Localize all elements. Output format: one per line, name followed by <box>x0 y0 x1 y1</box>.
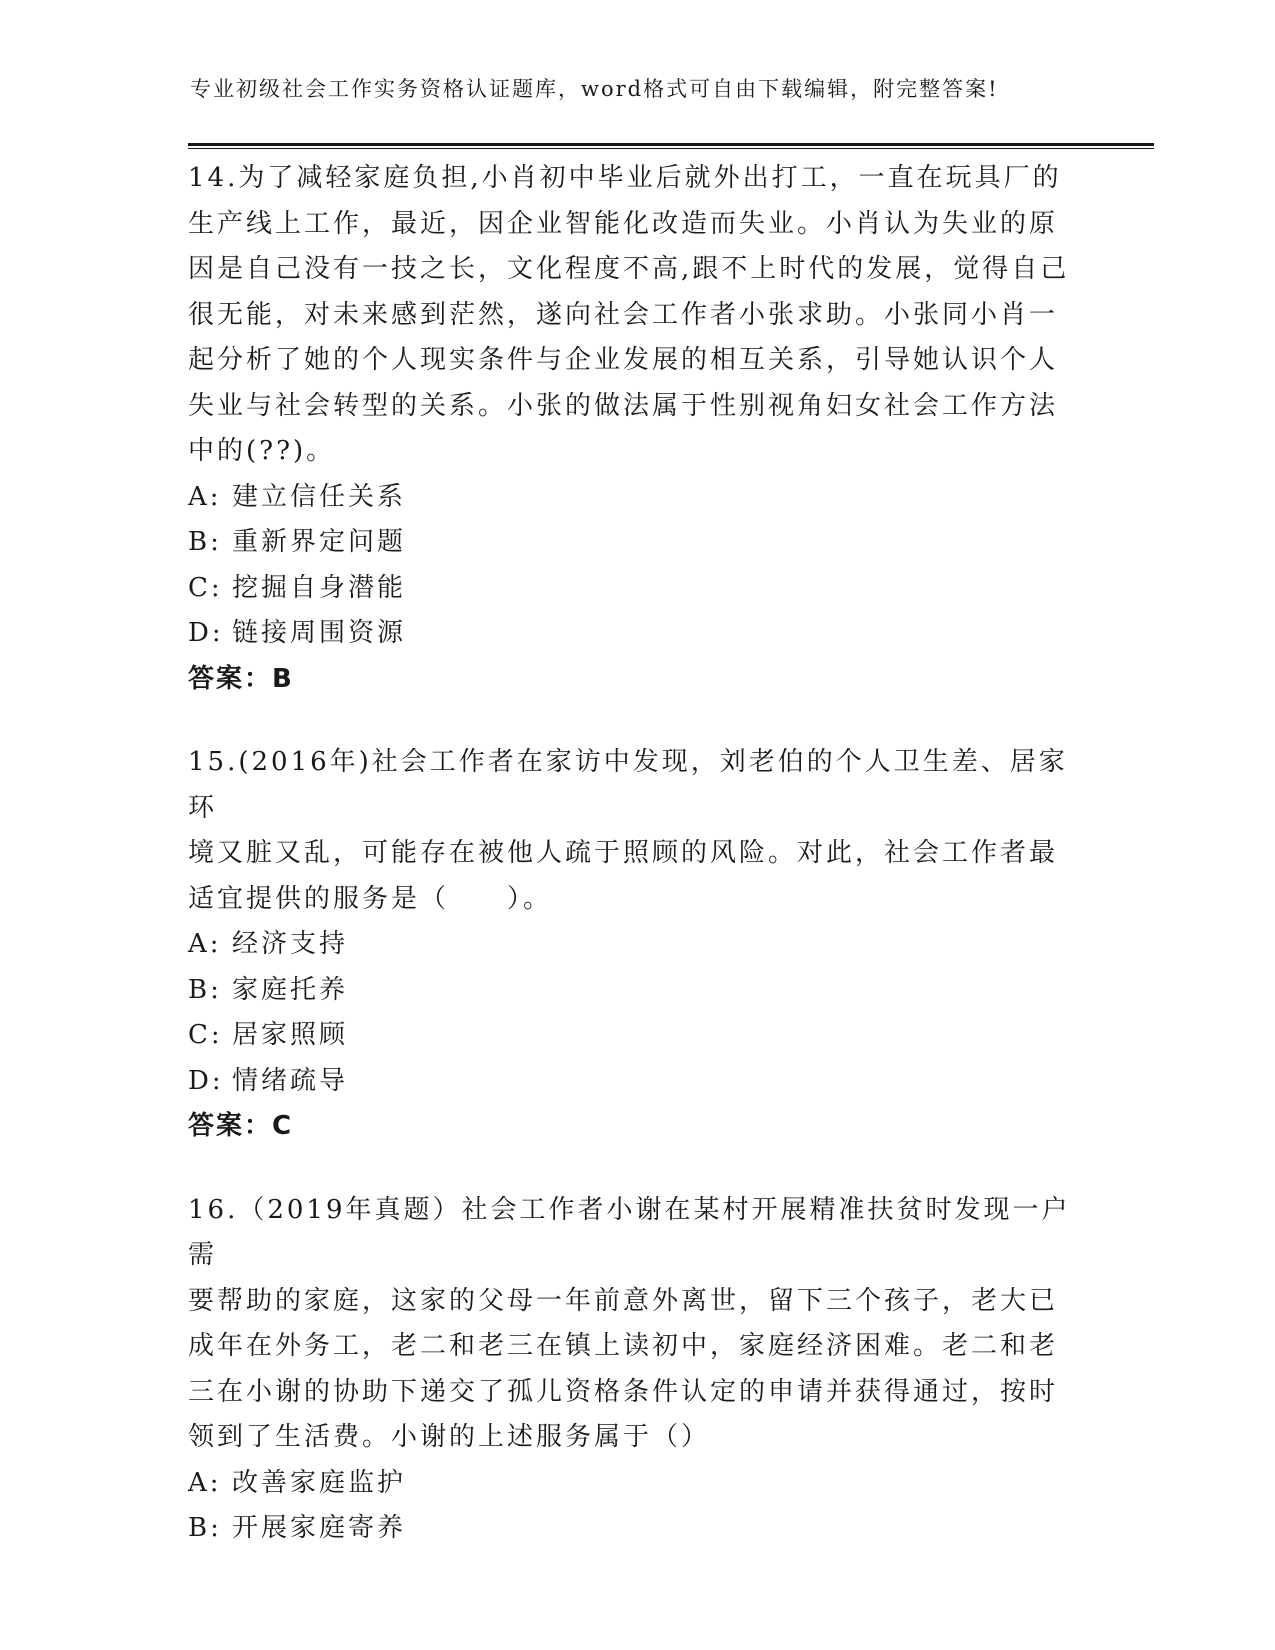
question-stem-line: 三在小谢的协助下递交了孤儿资格条件认定的申请并获得通过，按时 <box>188 1376 1059 1407</box>
option-letter: D: <box>188 618 224 648</box>
option-letter: D: <box>188 1065 224 1096</box>
option-letter: B: <box>188 974 222 1005</box>
page-header: 专业初级社会工作实务资格认证题库，word格式可自由下载编辑，附完整答案! <box>190 77 999 101</box>
question-15 <box>188 740 1088 1150</box>
question-stem-line: 16.（2019年真题）社会工作者小谢在某村开展精准扶贫时发现一户需 <box>188 1194 1071 1270</box>
question-16 <box>188 1188 1088 1552</box>
question-stem-line: 生产线上工作，最近，因企业智能化改造而失业。小肖认为失业的原 <box>188 208 1059 239</box>
option-text: 重新界定问题 <box>232 527 407 557</box>
option-text: 挖掘自身潜能 <box>232 572 407 603</box>
question-stem-line: 14.为了减轻家庭负担,小肖初中毕业后就外出打工，一直在玩具厂的 <box>188 163 1062 193</box>
question-list <box>188 156 1088 1552</box>
option-a <box>188 922 1088 968</box>
option-b <box>188 520 1088 566</box>
option-letter: B: <box>188 1513 222 1543</box>
option-d <box>188 1059 1088 1105</box>
question-stem-line: 成年在外务工，老二和老三在镇上读初中，家庭经济困难。老二和老 <box>188 1331 1059 1361</box>
option-letter: C: <box>188 1020 223 1050</box>
question-stem-line: 境又脏又乱，可能存在被他人疏于照顾的风险。对此，社会工作者最 <box>188 838 1059 868</box>
option-letter: B: <box>188 527 222 557</box>
option-text: 经济支持 <box>232 929 349 959</box>
option-c <box>188 566 1088 612</box>
question-14 <box>188 156 1088 702</box>
option-letter: A: <box>188 1467 222 1498</box>
question-stem-line: 适宜提供的服务是（ ）。 <box>188 883 553 914</box>
option-a <box>188 1461 1088 1507</box>
option-text: 改善家庭监护 <box>232 1467 407 1498</box>
option-b <box>188 1506 1088 1552</box>
option-a <box>188 475 1088 521</box>
header-divider <box>188 143 1154 149</box>
option-text: 情绪疏导 <box>232 1065 349 1096</box>
question-stem-line: 因是自己没有一技之长，文化程度不高,跟不上时代的发展，觉得自己 <box>188 254 1070 284</box>
question-stem-line: 15.(2016年)社会工作者在家访中发现，刘老伯的个人卫生差、居家环 <box>188 747 1068 823</box>
option-text: 链接周围资源 <box>232 618 407 648</box>
option-letter: C: <box>188 572 223 603</box>
answer-line: 答案：C <box>188 1111 294 1141</box>
option-text: 家庭托养 <box>232 974 349 1005</box>
option-text: 建立信任关系 <box>232 481 407 512</box>
option-c <box>188 1013 1088 1059</box>
option-d <box>188 611 1088 657</box>
question-stem-line: 起分析了她的个人现实条件与企业发展的相互关系，引导她认识个人 <box>188 345 1059 375</box>
option-b <box>188 968 1088 1014</box>
answer-line: 答案：B <box>188 663 294 694</box>
option-letter: A: <box>188 481 222 512</box>
question-stem-line: 很无能，对未来感到茫然，遂向社会工作者小张求助。小张同小肖一 <box>188 299 1059 330</box>
option-text: 居家照顾 <box>232 1020 349 1050</box>
question-stem-line: 要帮助的家庭，这家的父母一年前意外离世，留下三个孩子，老大已 <box>188 1285 1059 1316</box>
option-letter: A: <box>188 929 222 959</box>
option-text: 开展家庭寄养 <box>232 1513 407 1543</box>
question-stem-line: 失业与社会转型的关系。小张的做法属于性别视角妇女社会工作方法 <box>188 390 1059 421</box>
question-stem-line: 中的(??)。 <box>188 436 336 466</box>
question-stem-line: 领到了生活费。小谢的上述服务属于（） <box>188 1422 711 1452</box>
